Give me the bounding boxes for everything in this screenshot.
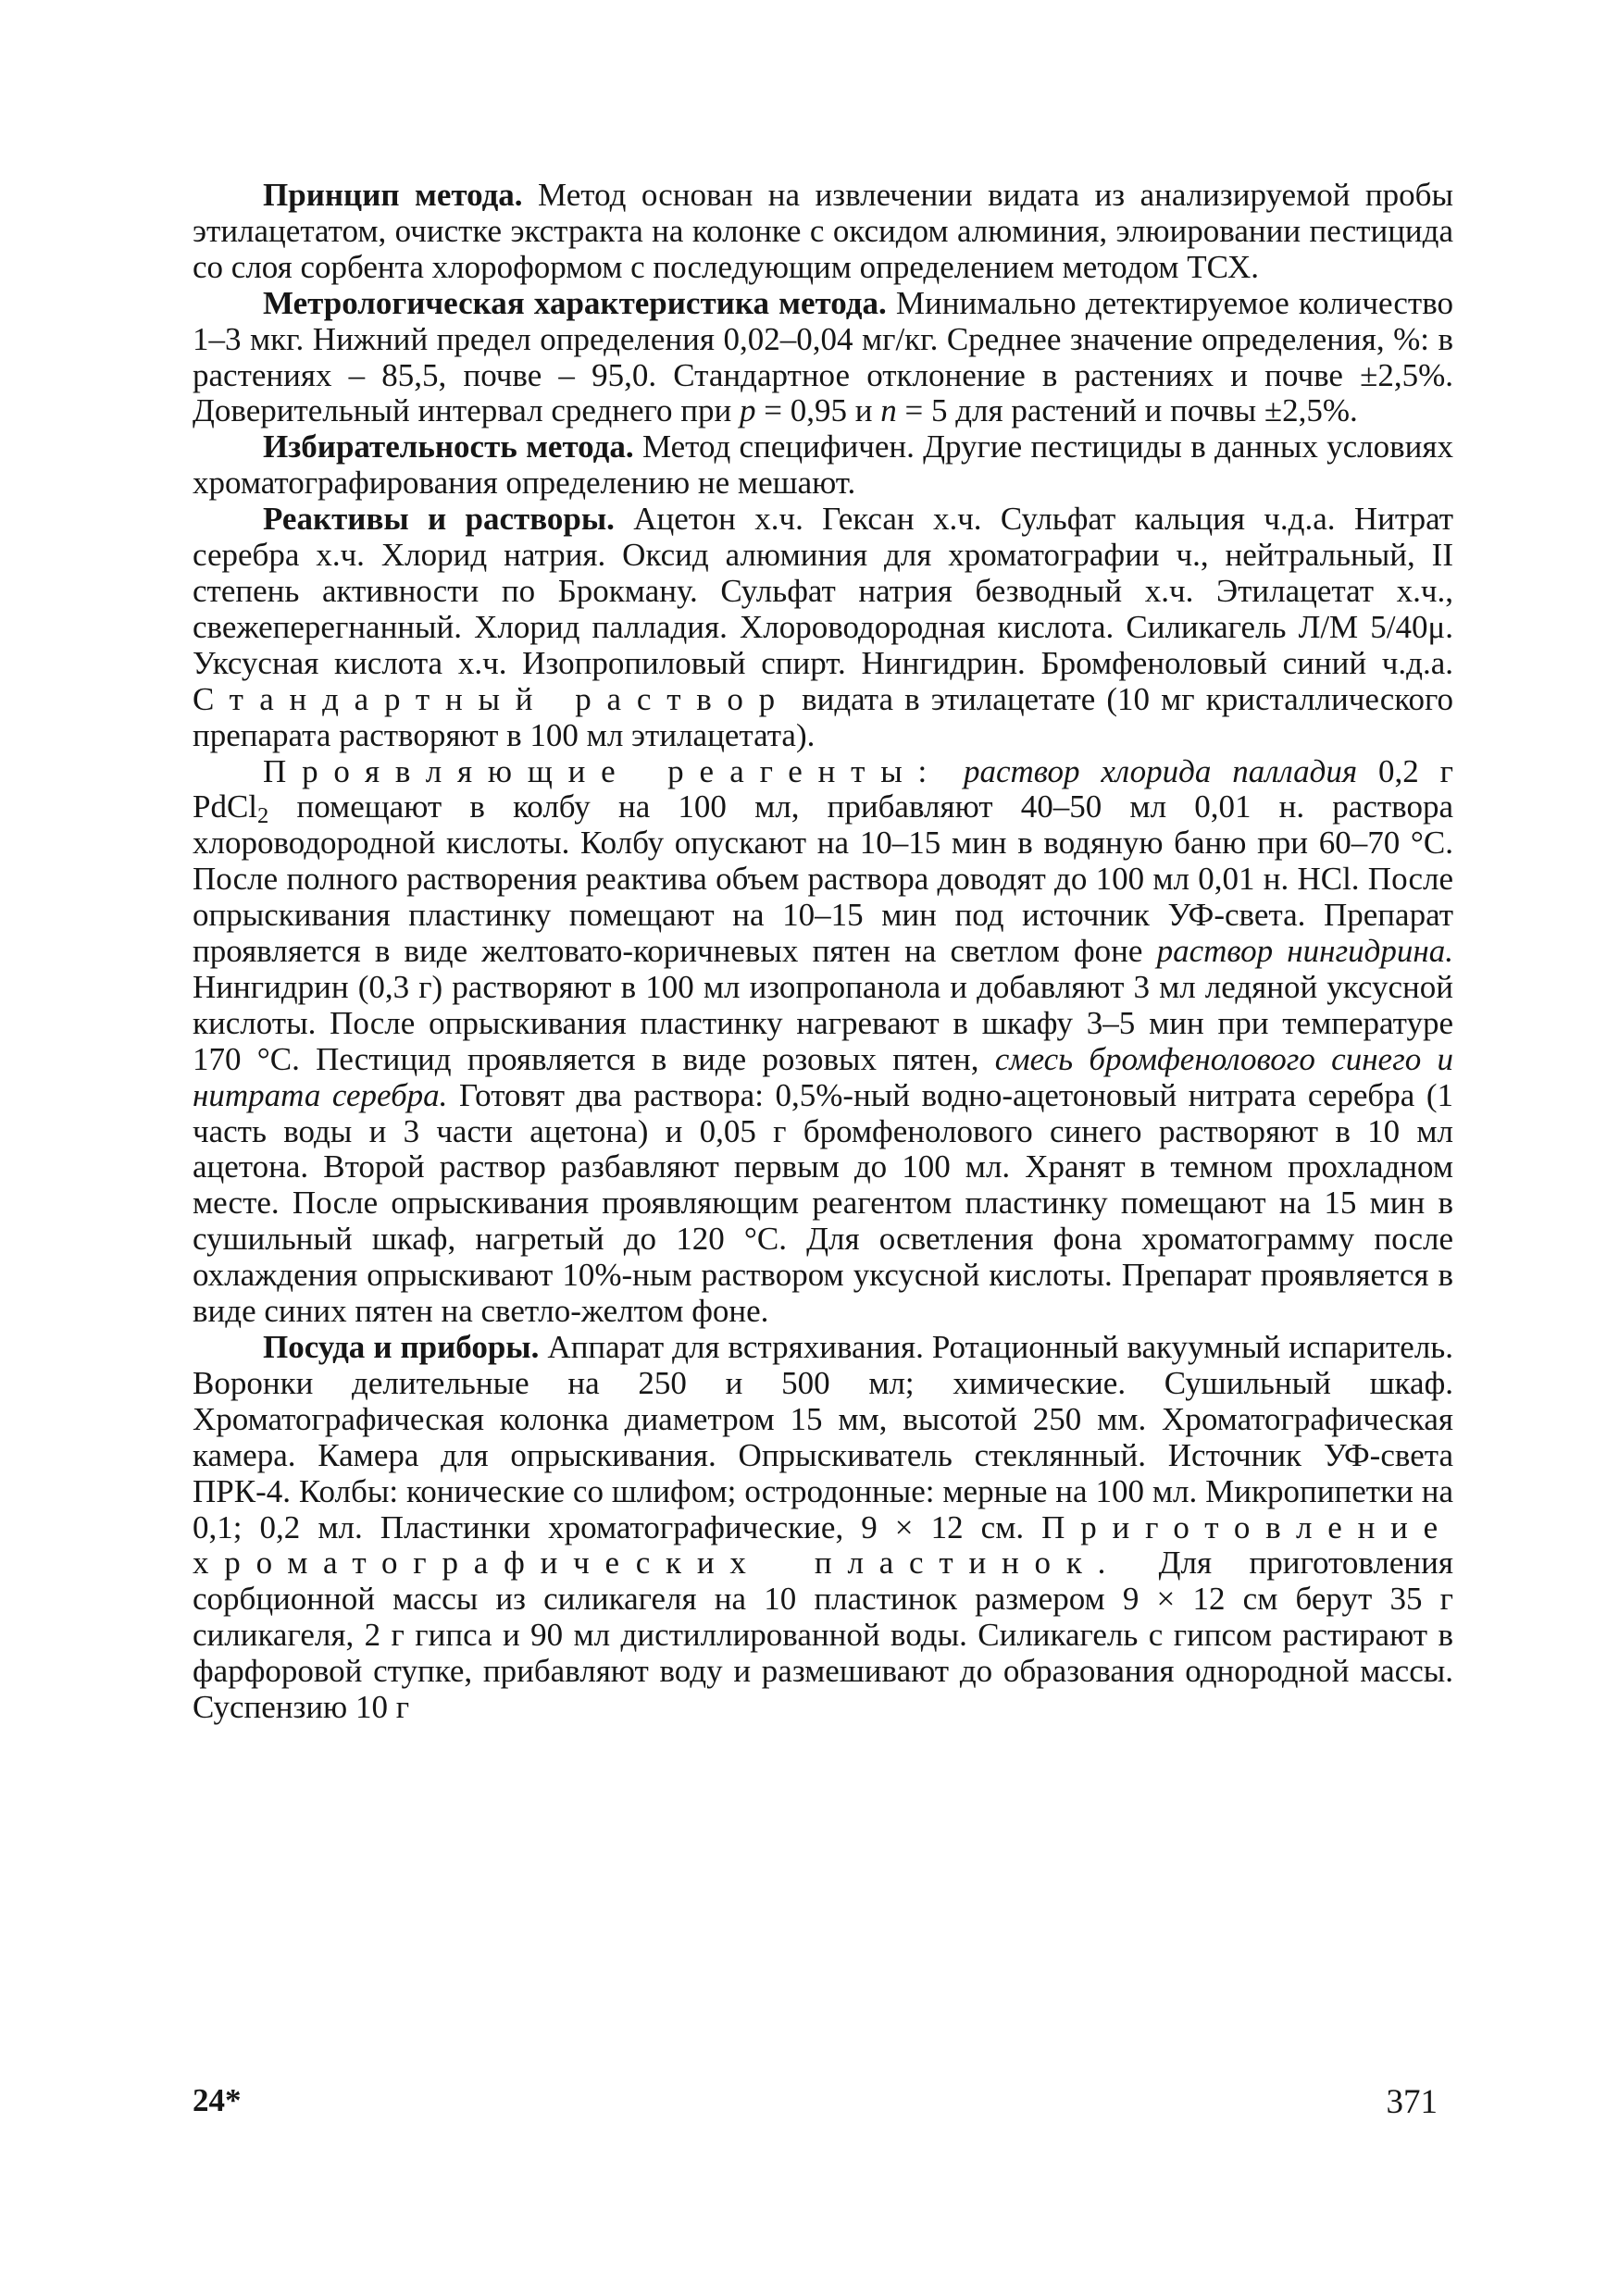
paragraph-text: Нингидрин (0,3 г) растворяют в 100 мл изопропанола и добавляют 3 мл ледяной уксусной кислоты. После опрыскивания пластинку нагревают в шкафу 3–5 мин при температуре 170 °С. Пестицид проявляется в виде розовых пятен, xyxy=(193,968,1453,1077)
paragraph-principle xyxy=(193,178,1453,286)
paragraph-text: Ацетон х.ч. Гексан х.ч. Сульфат кальция ч.д.а. Нитрат серебра х.ч. Хлорид натрия. Оксид алюминия для хроматографии ч., нейтральный, II степень активности по Брокману. Сульфат натрия безводный х.ч. Этилацетат х.ч., свежеперегнанный. Хлорид палладия. Хлороводородная кислота. Силикагель Л/М 5/40μ. Уксусная кислота х.ч. Изопропиловый спирт. Нингидрин. Бромфеноловый синий ч.д.а. xyxy=(193,501,1453,681)
paragraph-text: видата в этилацетате (10 мг кристаллического препарата растворяют в 100 мл этилацетата). xyxy=(193,680,1453,753)
paragraph-heading: Избирательность метода. xyxy=(263,428,634,465)
paragraph-text: 0,2 г PdCl xyxy=(193,752,1453,825)
paragraph-equipment xyxy=(193,1330,1453,1726)
paragraph-text: = 0,95 и xyxy=(755,392,881,429)
signature-mark: 24* xyxy=(193,2082,242,2118)
subscript: 2 xyxy=(257,803,269,829)
paragraph-metrology xyxy=(193,286,1453,430)
paragraph-heading: Принцип метода. xyxy=(263,177,523,213)
spaced-term: Стандартный раствор xyxy=(193,680,791,717)
paragraph-heading: Посуда и приборы. xyxy=(263,1329,540,1365)
paragraph-text: Готовят два раствора: 0,5%-ный водно-ацетоновый нитрата серебра (1 часть воды и 3 части ацетона) и 0,05 г бромфенолового синего растворяют в 10 мл ацетона. Второй раствор разбавляют первым до 100 мл. Хранят в темном прохладном месте. После опрыскивания проявляющим реагентом пластинку помещают на 15 мин в сушильный шкаф, нагретый до 120 °С. Для осветления фона хроматограмму после охлаждения опрыскивают 10%-ным раствором уксусной кислоты. Препарат проявляется в виде синих пятен на светло-желтом фоне. xyxy=(193,1076,1453,1330)
paragraph-text: Метод специфичен. Другие пестициды в данных условиях хроматографирования определению не мешают. xyxy=(193,428,1454,502)
italic-term: раствор нингидрина. xyxy=(1156,933,1453,970)
paragraph-reagents xyxy=(193,502,1453,753)
paragraph-heading: Метрологическая характеристика метода. xyxy=(263,284,887,321)
paragraph-text: Для приготовления сорбционной массы из силикагеля на 10 пластинок размером 9 × 12 см берут 35 г силикагеля, 2 г гипса и 90 мл дистиллированной воды. Силикагель с гипсом растирают в фарфоровой ступке, прибавляют воду и размешивают до образования однородной массы. Суспензию 10 г xyxy=(193,1545,1453,1726)
paragraph-text: Метод основан на извлечении видата из анализируемой пробы этилацетатом, очистке экстракта на колонке с оксидом алюминия, элюировании пестицида со слоя сорбента хлороформом с последующим определением методом ТСХ. xyxy=(193,177,1453,285)
spaced-term: Приготовление хроматографических пластинок. xyxy=(193,1508,1453,1582)
paragraph-developers xyxy=(193,754,1453,1331)
italic-term: смесь бромфенолового синего и нитрата серебра. xyxy=(193,1040,1453,1113)
paragraph-heading: Реактивы и растворы. xyxy=(263,501,615,538)
page-number: 371 xyxy=(1386,2083,1438,2121)
body-text xyxy=(193,178,1453,1726)
paragraph-text: Минимально детектируемое количество 1–3 мкг. Нижний предел определения 0,02–0,04 мг/кг. Среднее значение определения, %: в растениях – 85,5, почве – 95,0. Стандартное отклонение в растениях и почве ±2,5%. Доверительный интервал среднего при xyxy=(193,284,1453,429)
paragraph-text: помещают в колбу на 100 мл, прибавляют 40–50 мл 0,01 н. раствора хлороводородной кислоты. Колбу опускают на 10–15 мин в водяную баню при 60–70 °С. После полного растворения реактива объем раствора доводят до 100 мл 0,01 н. HCl. После опрыскивания пластинку помещают на 10–15 мин под источник УФ-света. Препарат проявляется в виде желтовато-коричневых пятен на светлом фоне xyxy=(193,788,1453,970)
paragraph-text: = 5 для растений и почвы ±2,5%. xyxy=(896,392,1358,429)
variable-n: n xyxy=(880,392,897,429)
paragraph-selectivity xyxy=(193,429,1453,502)
paragraph-text: Аппарат для встряхивания. Ротационный вакуумный испаритель. Воронки делительные на 250 и 500 мл; химические. Сушильный шкаф. Хроматографическая колонка диаметром 15 мм, высотой 250 мм. Хроматографическая камера. Камера для опрыскивания. Опрыскиватель стеклянный. Источник УФ-света ПРК-4. Колбы: конические со шлифом; остродонные: мерные на 100 мл. Микропипетки на 0,1; 0,2 мл. Пластинки хроматографические, 9 × 12 см. xyxy=(193,1329,1454,1545)
variable-p: p xyxy=(739,392,756,429)
italic-term: раствор хлорида палладия xyxy=(963,752,1358,789)
spaced-term: Проявляющие реагенты: xyxy=(263,752,943,789)
